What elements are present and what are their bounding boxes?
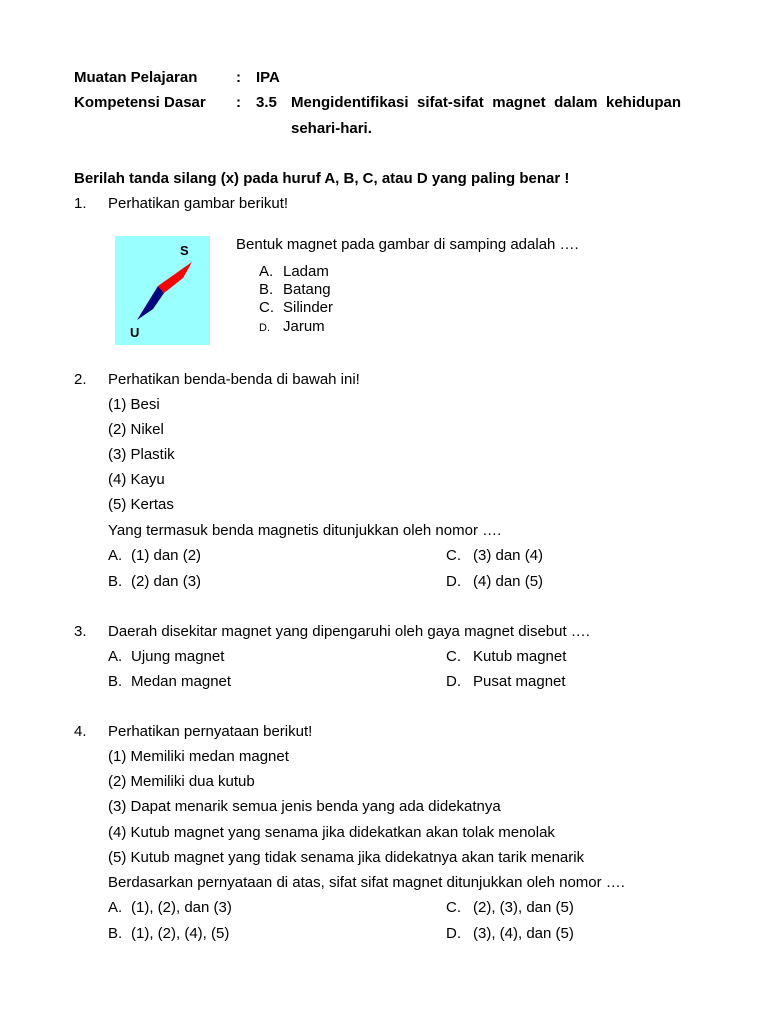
q1-option-c-text[interactable]: Silinder [283,299,334,316]
competency-text-line1: Mengidentifikasi sifat-sifat magnet dalam kehidupan [291,94,681,111]
q2-option-b-letter[interactable]: B. [108,573,123,590]
q2-option-b-text[interactable]: (2) dan (3) [131,573,202,590]
q3-option-b-letter[interactable]: B. [108,673,123,690]
q1-option-d-letter[interactable]: D. [259,322,270,334]
q3-option-d-letter[interactable]: D. [446,673,461,690]
subject-value: IPA [256,69,280,86]
q2-option-d-text[interactable]: (4) dan (5) [473,573,544,590]
magnet-label-u: U [130,325,140,340]
q4-option-b-letter[interactable]: B. [108,925,123,942]
q1-prompt: Perhatikan gambar berikut! [108,195,289,212]
q3-number: 3. [74,623,87,640]
q4-item-5: (5) Kutub magnet yang tidak senama jika didekatnya akan tarik menarik [108,849,585,866]
q4-option-a-letter[interactable]: A. [108,899,123,916]
subject-colon: : [236,69,241,86]
q4-option-d-letter[interactable]: D. [446,925,461,942]
competency-label: Kompetensi Dasar [74,94,206,111]
q2-prompt: Perhatikan benda-benda di bawah ini! [108,371,360,388]
q1-option-a-letter[interactable]: A. [259,263,274,280]
q4-option-a-text[interactable]: (1), (2), dan (3) [131,899,232,916]
q1-number: 1. [74,195,87,212]
q2-item-1: (1) Besi [108,396,160,413]
q4-prompt: Perhatikan pernyataan berikut! [108,723,313,740]
q4-item-4: (4) Kutub magnet yang senama jika didekatkan akan tolak menolak [108,824,555,841]
q2-item-2: (2) Nikel [108,421,164,438]
q4-item-3: (3) Dapat menarik semua jenis benda yang ada didekatnya [108,798,501,815]
q3-option-a-text[interactable]: Ujung magnet [131,648,225,665]
magnet-south-half [137,286,164,320]
magnet-north-half [158,262,192,293]
competency-colon: : [236,94,241,111]
instruction: Berilah tanda silang (x) pada huruf A, B, C, atau D yang paling benar ! [74,170,570,187]
q2-item-3: (3) Plastik [108,446,175,463]
q1-option-d-text[interactable]: Jarum [283,318,325,335]
needle-magnet-icon [115,236,210,345]
q3-option-b-text[interactable]: Medan magnet [131,673,232,690]
q2-question: Yang termasuk benda magnetis ditunjukkan oleh nomor …. [108,522,502,539]
q4-option-d-text[interactable]: (3), (4), dan (5) [473,925,574,942]
q2-option-c-text[interactable]: (3) dan (4) [473,547,544,564]
q2-option-a-text[interactable]: (1) dan (2) [131,547,202,564]
q1-option-b-text[interactable]: Batang [283,281,331,298]
q2-option-a-letter[interactable]: A. [108,547,123,564]
q3-option-a-letter[interactable]: A. [108,648,123,665]
subject-label: Muatan Pelajaran [74,69,198,86]
q2-option-d-letter[interactable]: D. [446,573,461,590]
q3-question: Daerah disekitar magnet yang dipengaruhi oleh gaya magnet disebut …. [108,623,590,640]
q2-option-c-letter[interactable]: C. [446,547,461,564]
q3-option-c-text[interactable]: Kutub magnet [473,648,567,665]
q1-option-b-letter[interactable]: B. [259,281,274,298]
q3-option-d-text[interactable]: Pusat magnet [473,673,566,690]
competency-text-line2: sehari-hari. [291,120,372,137]
magnet-label-s: S [180,243,189,258]
q1-question: Bentuk magnet pada gambar di samping adalah …. [236,236,579,253]
q4-option-c-text[interactable]: (2), (3), dan (5) [473,899,574,916]
q4-option-c-letter[interactable]: C. [446,899,461,916]
competency-number: 3.5 [256,94,277,111]
q2-number: 2. [74,371,87,388]
q2-item-5: (5) Kertas [108,496,174,513]
q3-option-c-letter[interactable]: C. [446,648,461,665]
q1-option-c-letter[interactable]: C. [259,299,274,316]
q4-number: 4. [74,723,87,740]
needle-magnet-figure [115,236,210,345]
q4-item-2: (2) Memiliki dua kutub [108,773,255,790]
q1-option-a-text[interactable]: Ladam [283,263,329,280]
q4-option-b-text[interactable]: (1), (2), (4), (5) [131,925,230,942]
q4-item-1: (1) Memiliki medan magnet [108,748,289,765]
q2-item-4: (4) Kayu [108,471,165,488]
q4-question: Berdasarkan pernyataan di atas, sifat sifat magnet ditunjukkan oleh nomor …. [108,874,625,891]
